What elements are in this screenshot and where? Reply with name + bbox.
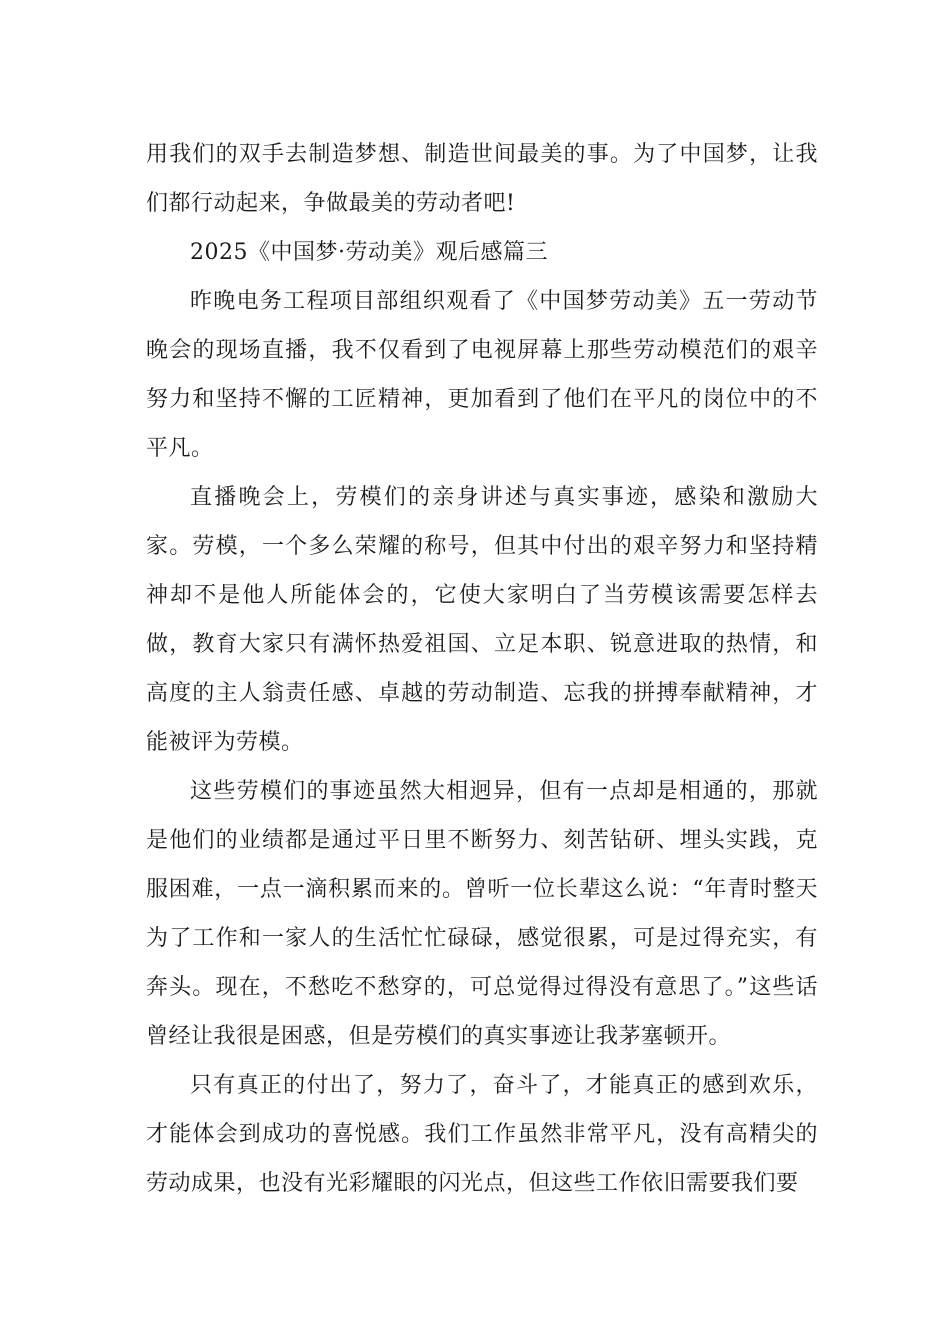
- paragraph-continuation: 用我们的双手去制造梦想、制造世间最美的事。为了中国梦，让我们都行动起来，争做最美的劳动者吧!: [146, 142, 818, 216]
- paragraph: 只有真正的付出了，努力了，奋斗了，才能真正的感到欢乐，才能体会到成功的喜悦感。我们工作虽然非常平凡，没有高精尖的劳动成果，也没有光彩耀眼的闪光点，但这些工作依旧需要我们要: [146, 1073, 818, 1196]
- paragraph: 昨晚电务工程项目部组织观看了《中国梦劳动美》五一劳动节晚会的现场直播，我不仅看到了电视屏幕上那些劳动模范们的艰辛努力和坚持不懈的工匠精神，更加看到了他们在平凡的岗位中的不平凡。: [146, 289, 818, 461]
- document-body: [146, 130, 818, 1208]
- paragraph: 这些劳模们的事迹虽然大相迥异，但有一点却是相通的，那就是他们的业绩都是通过平日里不断努力、刻苦钻研、埋头实践，克服困难，一点一滴积累而来的。曾听一位长辈这么说：“年青时整天为了工作和一家人的生活忙忙碌碌，感觉很累，可是过得充实，有奔头。现在，不愁吃不愁穿的，可总觉得过得没有意思了。”这些话曾经让我很是困惑，但是劳模们的真实事迹让我茅塞顿开。: [146, 779, 818, 1049]
- section-heading: 2025《中国梦·劳动美》观后感篇三: [190, 240, 548, 265]
- paragraph: 直播晚会上，劳模们的亲身讲述与真实事迹，感染和激励大家。劳模，一个多么荣耀的称号，但其中付出的艰辛努力和坚持精神却不是他人所能体会的，它使大家明白了当劳模该需要怎样去做，教育大家只有满怀热爱祖国、立足本职、锐意进取的热情，和高度的主人翁责任感、卓越的劳动制造、忘我的拼搏奉献精神，才能被评为劳模。: [146, 485, 818, 755]
